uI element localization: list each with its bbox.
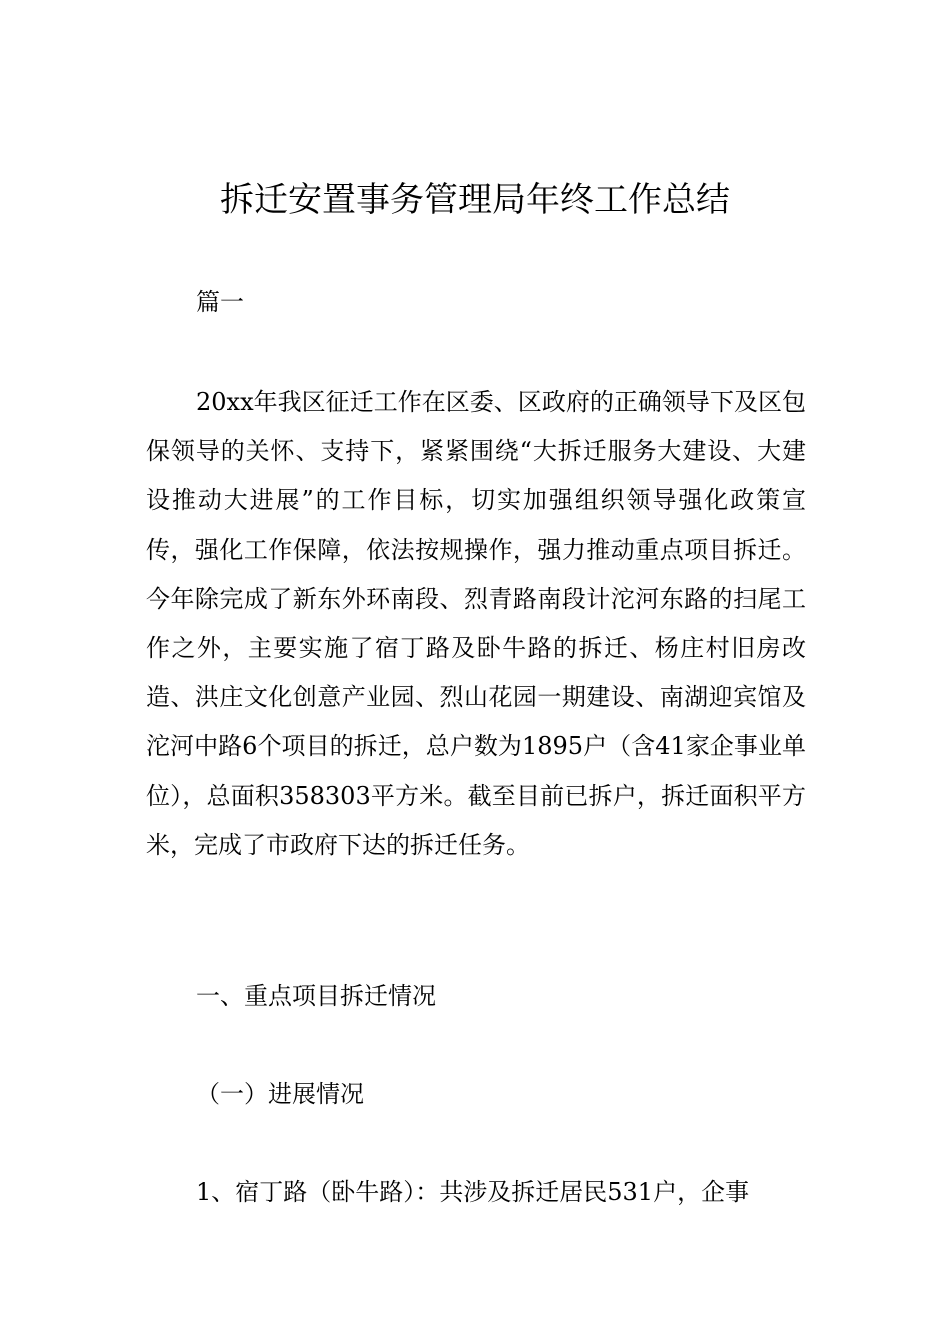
- section-label: 篇一: [196, 288, 244, 316]
- document-title: 拆迁安置事务管理局年终工作总结: [220, 180, 730, 220]
- section-heading: 一、重点项目拆迁情况: [196, 982, 436, 1010]
- list-item: 1、宿丁路（卧牛路）：共涉及拆迁居民531户，企事: [196, 1178, 750, 1206]
- subsection-heading: （一）进展情况: [196, 1080, 364, 1108]
- intro-paragraph: 20xx年我区征迁工作在区委、区政府的正确领导下及区包保领导的关怀、支持下，紧紧围绕“大拆迁服务大建设、大建设推动大进展”的工作目标，切实加强组织领导强化政策宣传，强化工作保障，依法按规操作，强力推动重点项目拆迁。今年除完成了新东外环南段、烈青路南段计沱河东路的扫尾工作之外，主要实施了宿丁路及卧牛路的拆迁、杨庄村旧房改造、洪庄文化创意产业园、烈山花园一期建设、南湖迎宾馆及沱河中路6个项目的拆迁，总户数为1895户（含41家企事业单位），总面积358303平方米。截至目前已拆户，拆迁面积平方米，完成了市政府下达的拆迁任务。: [146, 388, 806, 859]
